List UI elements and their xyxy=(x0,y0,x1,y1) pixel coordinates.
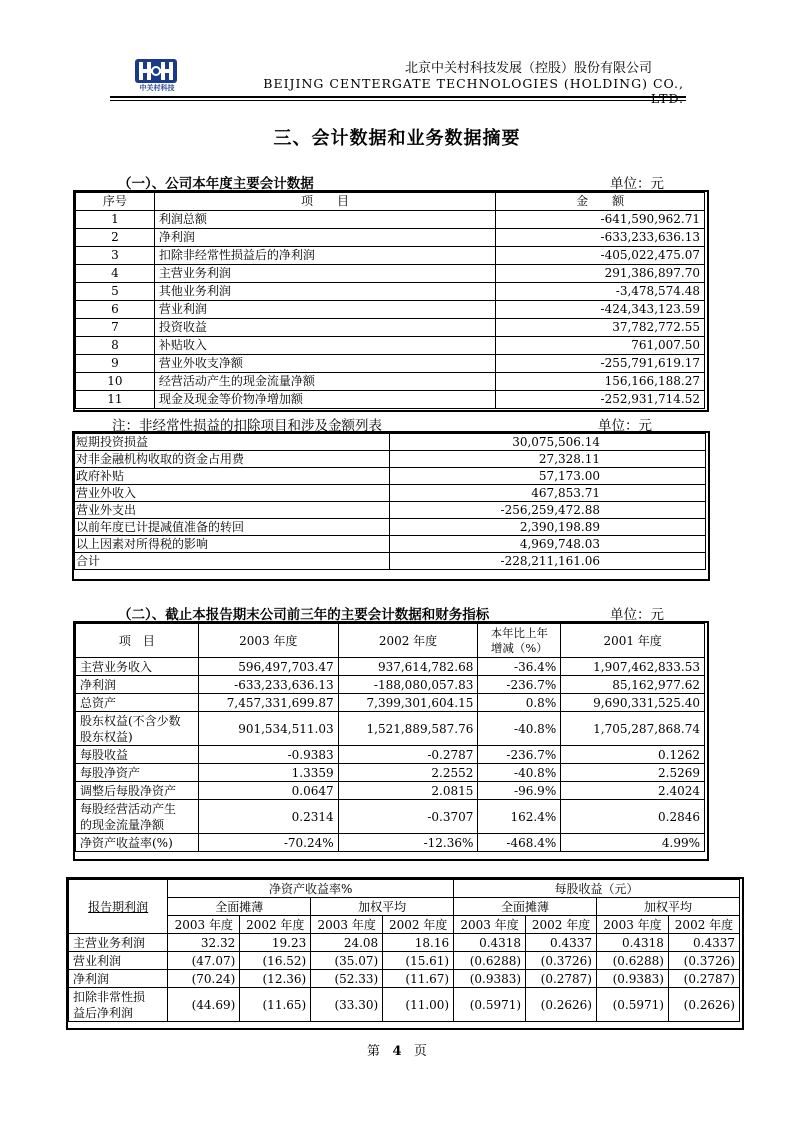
col-item: 项 目 xyxy=(76,624,199,658)
row-value: (0.3726) xyxy=(526,952,597,970)
table-row xyxy=(76,229,705,247)
row-item: 净利润 xyxy=(154,229,495,247)
row-value: (47.07) xyxy=(168,952,240,970)
row-item: 补贴收入 xyxy=(154,337,495,355)
row-value: (0.2626) xyxy=(526,988,597,1022)
eps-weighted-header: 加权平均 xyxy=(597,898,740,916)
row-value: 19.23 xyxy=(240,934,311,952)
row-item xyxy=(76,694,199,712)
row-amount: 156,166,188.27 xyxy=(496,373,705,391)
row-item xyxy=(69,934,168,952)
row-2001: 1,705,287,868.74 xyxy=(561,712,705,746)
table-row xyxy=(76,301,705,319)
note-table xyxy=(74,433,706,570)
row-item-line1: 净资产收益率(%) xyxy=(80,835,173,850)
row-2003: 0.2314 xyxy=(198,800,338,834)
row-2003: 596,497,703.47 xyxy=(198,658,338,676)
table-row xyxy=(76,764,705,782)
row-change: -468.4% xyxy=(478,834,561,852)
table-header-row xyxy=(69,880,740,898)
corner-label: 报告期利润 xyxy=(69,880,168,934)
row-2001: 85,162,977.62 xyxy=(561,676,705,694)
row-value: (70.24) xyxy=(168,970,240,988)
year-2003: 2003 年度 xyxy=(311,916,383,934)
table-row xyxy=(75,434,706,451)
row-2003: 7,457,331,699.87 xyxy=(198,694,338,712)
row-change: -40.8% xyxy=(478,712,561,746)
row-no: 6 xyxy=(76,301,155,319)
row-item-line1: 股东权益(不含少数 xyxy=(80,713,181,728)
row-amount: -255,791,619.17 xyxy=(496,355,705,373)
row-item-line1: 主营业务收入 xyxy=(80,659,153,674)
row-2001: 0.1262 xyxy=(561,746,705,764)
row-item xyxy=(76,746,199,764)
row-value: 18.16 xyxy=(383,934,454,952)
row-item: 主营业务利润 xyxy=(154,265,495,283)
row-value: (12.36) xyxy=(240,970,311,988)
row-item-line1: 每股净资产 xyxy=(80,765,141,780)
page-post: 页 xyxy=(413,1044,427,1059)
section1-unit: 单位：元 xyxy=(610,176,664,192)
table-row xyxy=(76,211,705,229)
logo-text: 中关村科技 xyxy=(139,84,175,92)
row-item: 对非金融机构收取的资金占用费 xyxy=(75,451,390,468)
table-header-row xyxy=(76,193,705,211)
table-row xyxy=(76,247,705,265)
row-no: 9 xyxy=(76,355,155,373)
table-row xyxy=(76,658,705,676)
table-row xyxy=(76,712,705,746)
header-rule-thin xyxy=(110,100,686,101)
eps-full-header: 全面摊薄 xyxy=(454,898,597,916)
row-amount: 2,390,198.89 xyxy=(390,519,706,536)
row-item xyxy=(69,988,168,1022)
col-2002: 2002 年度 xyxy=(338,624,478,658)
row-item-line2: 的现金流量净额 xyxy=(80,817,165,832)
row-item xyxy=(76,800,199,834)
row-value: 0.4337 xyxy=(526,934,597,952)
row-no: 10 xyxy=(76,373,155,391)
row-amount: -424,343,123.59 xyxy=(496,301,705,319)
row-item: 现金及现金等价物净增加额 xyxy=(154,391,495,409)
row-amount: -405,022,475.07 xyxy=(496,247,705,265)
table-row xyxy=(75,519,706,536)
table-row xyxy=(76,283,705,301)
row-amount: 291,386,897.70 xyxy=(496,265,705,283)
row-amount: 27,328.11 xyxy=(390,451,706,468)
row-value: (0.6288) xyxy=(597,952,669,970)
row-value: (0.2626) xyxy=(668,988,739,1022)
row-2003: -70.24% xyxy=(198,834,338,852)
row-2002: -188,080,057.83 xyxy=(338,676,478,694)
row-change: -36.4% xyxy=(478,658,561,676)
row-amount: 30,075,506.14 xyxy=(390,434,706,451)
row-value: (0.2787) xyxy=(668,970,739,988)
year-2002: 2002 年度 xyxy=(668,916,739,934)
table-row xyxy=(76,834,705,852)
table-row xyxy=(69,952,740,970)
table-year-row xyxy=(69,916,740,934)
row-2001: 9,690,331,525.40 xyxy=(561,694,705,712)
row-2003: -633,233,636.13 xyxy=(198,676,338,694)
table-row xyxy=(76,782,705,800)
row-item-line1: 总资产 xyxy=(80,695,117,710)
row-item: 扣除非经常性损益后的净利润 xyxy=(154,247,495,265)
row-value: 0.4318 xyxy=(597,934,669,952)
table-row xyxy=(75,553,706,570)
row-2002: 1,521,889,587.76 xyxy=(338,712,478,746)
row-change: -96.9% xyxy=(478,782,561,800)
row-amount: 4,969,748.03 xyxy=(390,536,706,553)
table-row xyxy=(69,988,740,1022)
row-value: (0.9383) xyxy=(597,970,669,988)
row-item xyxy=(76,782,199,800)
row-2001: 4.99% xyxy=(561,834,705,852)
row-2001: 0.2846 xyxy=(561,800,705,834)
company-name-cn: 北京中关村科技发展（控股）股份有限公司 xyxy=(404,61,652,76)
row-value: (33.30) xyxy=(311,988,383,1022)
row-amount: -256,259,472.88 xyxy=(390,502,706,519)
row-item: 以上因素对所得税的影响 xyxy=(75,536,390,553)
row-value: (11.67) xyxy=(383,970,454,988)
table-row xyxy=(75,485,706,502)
note-unit: 单位：元 xyxy=(598,418,652,434)
row-item-line1: 扣除非常性损 xyxy=(73,989,146,1004)
table-row xyxy=(76,337,705,355)
section1-table xyxy=(75,192,705,409)
row-item xyxy=(76,764,199,782)
row-2001: 2.4024 xyxy=(561,782,705,800)
table-subheader-row xyxy=(69,898,740,916)
row-value: (0.6288) xyxy=(454,952,526,970)
row-amount: -252,931,714.52 xyxy=(496,391,705,409)
row-amount: -641,590,962.71 xyxy=(496,211,705,229)
row-item-line2: 股东权益) xyxy=(80,729,133,744)
row-amount: -633,233,636.13 xyxy=(496,229,705,247)
page-pre: 第 xyxy=(367,1044,381,1059)
row-no: 11 xyxy=(76,391,155,409)
row-2003: 0.0647 xyxy=(198,782,338,800)
row-value: (52.33) xyxy=(311,970,383,988)
col-amount: 金 额 xyxy=(496,193,705,211)
row-value: (0.3726) xyxy=(668,952,739,970)
page-title: 三、会计数据和业务数据摘要 xyxy=(273,128,521,149)
row-value: (44.69) xyxy=(168,988,240,1022)
eps-header: 每股收益（元） xyxy=(454,880,740,898)
table-row xyxy=(69,934,740,952)
row-item-line1: 每股收益 xyxy=(80,747,129,762)
table-header-row xyxy=(76,624,705,658)
row-change: -40.8% xyxy=(478,764,561,782)
row-item xyxy=(76,834,199,852)
row-2003: 1.3359 xyxy=(198,764,338,782)
row-item xyxy=(69,952,168,970)
row-item: 利润总额 xyxy=(154,211,495,229)
row-2002: 7,399,301,604.15 xyxy=(338,694,478,712)
row-no: 8 xyxy=(76,337,155,355)
page-number xyxy=(0,1040,794,1059)
row-item xyxy=(76,676,199,694)
row-2002: -12.36% xyxy=(338,834,478,852)
col-change-line1: 本年比上年 xyxy=(490,625,549,640)
roe-weighted-header: 加权平均 xyxy=(311,898,454,916)
row-value: (0.2787) xyxy=(526,970,597,988)
row-item: 合计 xyxy=(75,553,390,570)
row-change: 162.4% xyxy=(478,800,561,834)
row-amount: 57,173.00 xyxy=(390,468,706,485)
table-row xyxy=(76,265,705,283)
row-no: 2 xyxy=(76,229,155,247)
row-value: (0.9383) xyxy=(454,970,526,988)
year-2003: 2003 年度 xyxy=(168,916,240,934)
year-2002: 2002 年度 xyxy=(526,916,597,934)
row-value: 0.4337 xyxy=(668,934,739,952)
row-value: (0.5971) xyxy=(597,988,669,1022)
col-2003: 2003 年度 xyxy=(198,624,338,658)
row-item-line1: 调整后每股净资产 xyxy=(80,783,177,798)
row-2001: 2.5269 xyxy=(561,764,705,782)
row-2002: 2.0815 xyxy=(338,782,478,800)
row-2002: 937,614,782.68 xyxy=(338,658,478,676)
row-item-line1: 净利润 xyxy=(73,971,110,986)
row-item: 投资收益 xyxy=(154,319,495,337)
table-row xyxy=(76,800,705,834)
row-amount: 467,853.71 xyxy=(390,485,706,502)
row-item-line1: 每股经营活动产生 xyxy=(80,801,177,816)
year-2003: 2003 年度 xyxy=(454,916,526,934)
header-rule xyxy=(110,96,686,98)
row-item xyxy=(69,970,168,988)
row-2002: -0.2787 xyxy=(338,746,478,764)
row-item: 经营活动产生的现金流量净额 xyxy=(154,373,495,391)
row-2003: 901,534,511.03 xyxy=(198,712,338,746)
col-change xyxy=(478,624,561,658)
company-name-en: BEIJING CENTERGATE TECHNOLOGIES (HOLDING) CO., LTD. xyxy=(263,76,684,106)
year-2002: 2002 年度 xyxy=(240,916,311,934)
table-row xyxy=(75,536,706,553)
row-item-line1: 主营业务利润 xyxy=(73,935,146,950)
row-value: (11.00) xyxy=(383,988,454,1022)
row-change: -236.7% xyxy=(478,746,561,764)
row-amount: -228,211,161.06 xyxy=(390,553,706,570)
col-change-line2: 增减（%） xyxy=(490,640,548,655)
section1-heading: （一）、公司本年度主要会计数据 xyxy=(118,176,314,192)
row-no: 4 xyxy=(76,265,155,283)
roe-header: 净资产收益率% xyxy=(168,880,454,898)
row-item: 其他业务利润 xyxy=(154,283,495,301)
row-value: (16.52) xyxy=(240,952,311,970)
row-item xyxy=(76,712,199,746)
row-value: 32.32 xyxy=(168,934,240,952)
row-item-line2: 益后净利润 xyxy=(73,1005,134,1020)
row-no: 5 xyxy=(76,283,155,301)
table-row xyxy=(75,502,706,519)
table-row xyxy=(69,970,740,988)
row-item: 营业外收支净额 xyxy=(154,355,495,373)
section2-heading: （二）、截止本报告期末公司前三年的主要会计数据和财务指标 xyxy=(118,607,490,623)
row-value: (15.61) xyxy=(383,952,454,970)
row-value: (0.5971) xyxy=(454,988,526,1022)
table-row xyxy=(76,694,705,712)
table-row xyxy=(76,676,705,694)
row-no: 3 xyxy=(76,247,155,265)
roe-full-header: 全面摊薄 xyxy=(168,898,311,916)
row-item xyxy=(76,658,199,676)
section2-table xyxy=(75,623,705,852)
col-no: 序号 xyxy=(76,193,155,211)
row-change: 0.8% xyxy=(478,694,561,712)
row-item: 以前年度已计提减值准备的转回 xyxy=(75,519,390,536)
row-no: 1 xyxy=(76,211,155,229)
table-row xyxy=(76,373,705,391)
section3-table xyxy=(68,879,740,1022)
year-2002: 2002 年度 xyxy=(383,916,454,934)
row-value: (11.65) xyxy=(240,988,311,1022)
note-heading: 注：非经常性损益的扣除项目和涉及金额列表 xyxy=(112,418,382,434)
row-amount: 37,782,772.55 xyxy=(496,319,705,337)
row-amount: -3,478,574.48 xyxy=(496,283,705,301)
row-amount: 761,007.50 xyxy=(496,337,705,355)
row-item-line1: 营业利润 xyxy=(73,953,122,968)
table-row xyxy=(76,355,705,373)
row-2002: -0.3707 xyxy=(338,800,478,834)
row-2001: 1,907,462,833.53 xyxy=(561,658,705,676)
row-item: 营业外支出 xyxy=(75,502,390,519)
row-item: 短期投资损益 xyxy=(75,434,390,451)
row-2003: -0.9383 xyxy=(198,746,338,764)
row-item: 营业外收入 xyxy=(75,485,390,502)
row-item: 营业利润 xyxy=(154,301,495,319)
row-value: 24.08 xyxy=(311,934,383,952)
year-2003: 2003 年度 xyxy=(597,916,669,934)
row-item: 政府补贴 xyxy=(75,468,390,485)
col-2001: 2001 年度 xyxy=(561,624,705,658)
table-row xyxy=(76,319,705,337)
col-item: 项 目 xyxy=(154,193,495,211)
row-value: 0.4318 xyxy=(454,934,526,952)
row-item-line1: 净利润 xyxy=(80,677,117,692)
table-row xyxy=(75,468,706,485)
page-num: 4 xyxy=(392,1044,402,1059)
row-2002: 2.2552 xyxy=(338,764,478,782)
table-row xyxy=(75,451,706,468)
row-value: (35.07) xyxy=(311,952,383,970)
section2-unit: 单位：元 xyxy=(610,607,664,623)
table-row xyxy=(76,391,705,409)
row-no: 7 xyxy=(76,319,155,337)
table-row xyxy=(76,746,705,764)
row-change: -236.7% xyxy=(478,676,561,694)
